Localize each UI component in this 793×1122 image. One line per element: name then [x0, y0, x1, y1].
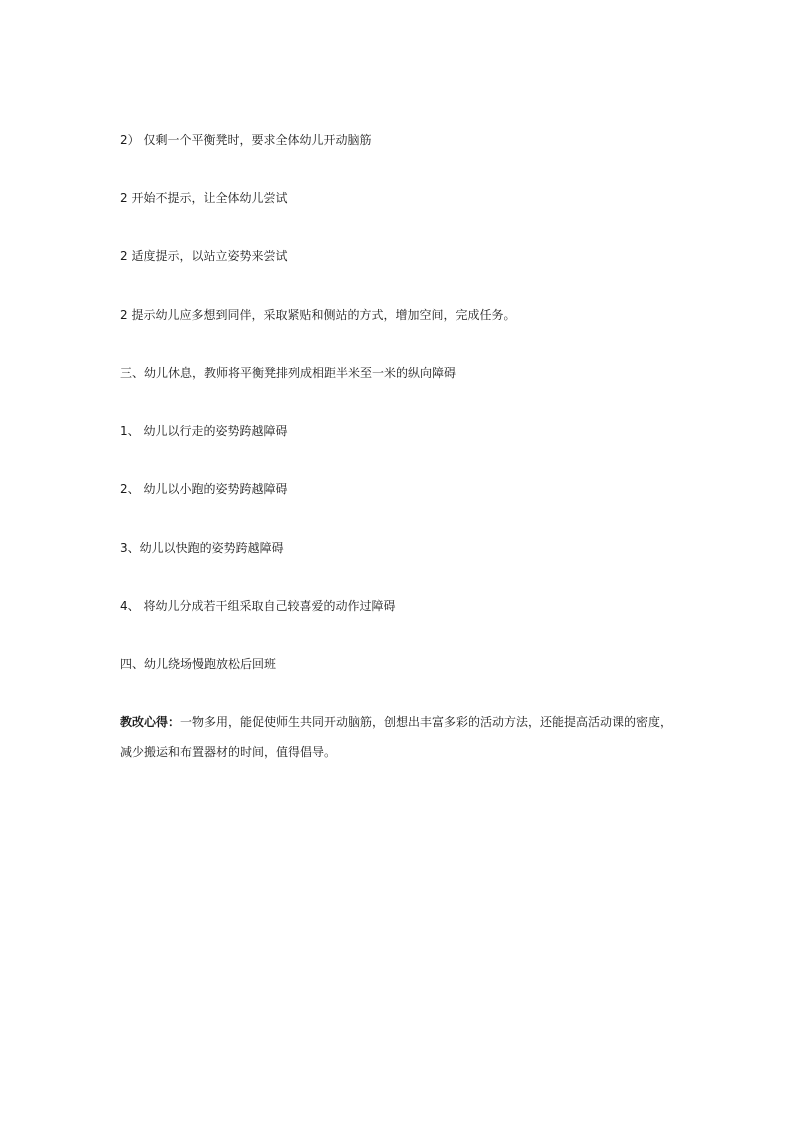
section-four-heading: 四、幼儿绕场慢跑放松后回班 [120, 657, 277, 671]
list-item-walk: 1、 幼儿以行走的姿势跨越障碍 [120, 424, 288, 438]
sub-item-partner-hint: 2 提示幼儿应多想到同伴，采取紧贴和侧站的方式，增加空间，完成任务。 [120, 308, 516, 322]
list-item-groups: 4、 将幼儿分成若干组采取自己较喜爱的动作过障碍 [120, 599, 396, 613]
reflection-text-line2: 减少搬运和布置器材的时间，值得倡导。 [120, 745, 337, 759]
list-item-jog: 2、 幼儿以小跑的姿势跨越障碍 [120, 482, 288, 496]
list-item-run: 3、幼儿以快跑的姿势跨越障碍 [120, 541, 284, 555]
step-2-paren-line: 2） 仅剩一个平衡凳时，要求全体幼儿开动脑筋 [120, 133, 372, 147]
section-three-heading: 三、幼儿休息，教师将平衡凳排列成相距半米至一米的纵向障碍 [120, 366, 457, 380]
sub-item-no-hint: 2 开始不提示，让全体幼儿尝试 [120, 191, 288, 205]
reflection-label: 教改心得： [120, 715, 181, 729]
sub-item-moderate-hint: 2 适度提示，以站立姿势来尝试 [120, 249, 288, 263]
reflection-paragraph-line1 [120, 714, 672, 730]
reflection-text-line1: 一物多用，能促使师生共同开动脑筋，创想出丰富多彩的活动方法，还能提高活动课的密度， [180, 715, 673, 729]
